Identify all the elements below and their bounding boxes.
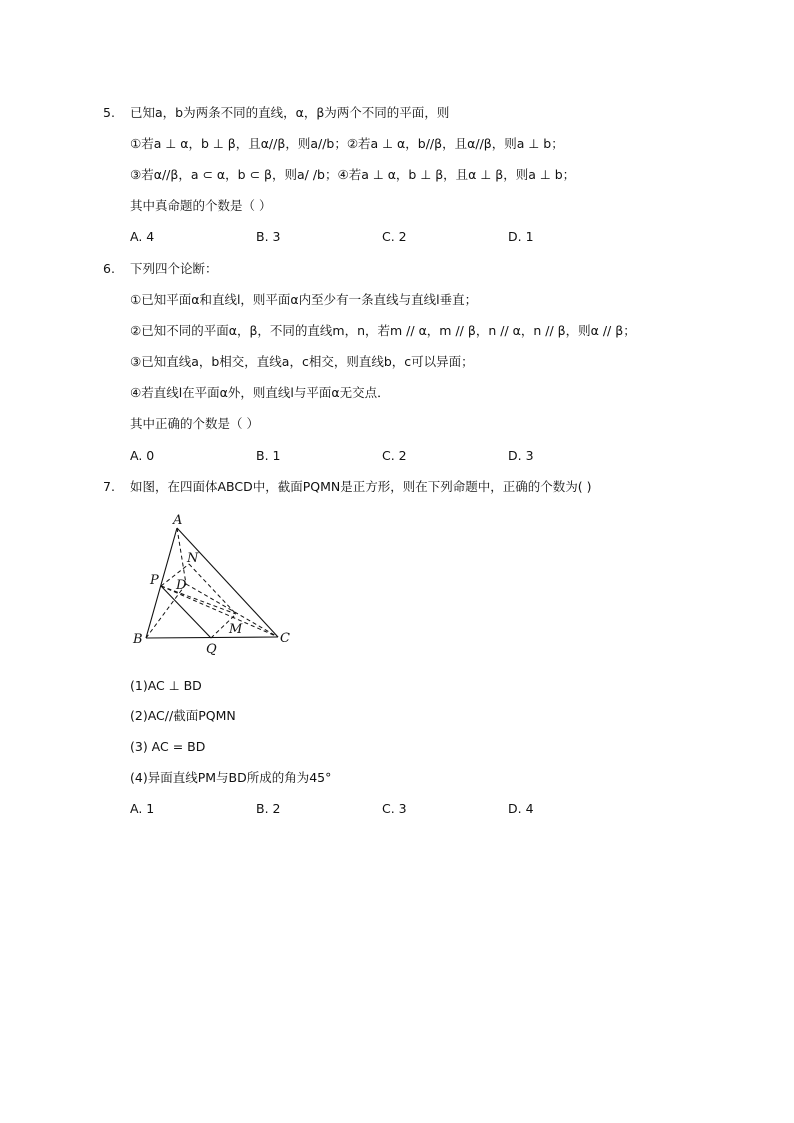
question-6-item-4: ④若直线l在平面α外，则直线l与平面α无交点． <box>130 385 390 400</box>
label-c: C <box>280 631 290 646</box>
segment-pq <box>161 586 211 638</box>
question-6-item-2: ②已知不同的平面α，β，不同的直线m，n，若m // α，m // β，n // α，n // β，则α // β； <box>130 323 636 338</box>
question-6-item-3: ③已知直线a，b相交，直线a，c相交，则直线b，c可以异面； <box>130 354 474 369</box>
question-6-prompt: 其中正确的个数是（ ） <box>130 416 259 431</box>
tetrahedron-figure <box>130 508 300 658</box>
question-7-item-4: (4)异面直线PM与BD所成的角为45° <box>130 770 332 785</box>
question-6-option-c[interactable]: C. 2 <box>382 448 407 463</box>
question-6-option-b[interactable]: B. 1 <box>256 448 281 463</box>
label-n: N <box>187 551 199 566</box>
question-7-stem: 如图，在四面体ABCD中，截面PQMN是正方形，则在下列命题中，正确的个数为( ) <box>130 479 592 494</box>
question-5-stem: 已知a，b为两条不同的直线，α，β为两个不同的平面，则 <box>130 105 450 120</box>
question-7-item-3: (3) AC = BD <box>130 739 206 754</box>
label-m: M <box>229 622 243 637</box>
question-6-stem: 下列四个论断： <box>130 261 218 276</box>
question-5-option-d[interactable]: D. 1 <box>508 229 534 244</box>
label-d: D <box>176 578 187 593</box>
question-7-option-c[interactable]: C. 3 <box>382 801 407 816</box>
label-p: P <box>150 573 159 588</box>
question-7-item-2: (2)AC//截面PQMN <box>130 708 236 723</box>
question-7-item-1: (1)AC ⊥ BD <box>130 678 202 693</box>
question-5-prompt: 其中真命题的个数是（ ） <box>130 198 272 213</box>
question-6-option-d[interactable]: D. 3 <box>508 448 534 463</box>
question-6-number: 6. <box>103 261 115 276</box>
question-5-option-c[interactable]: C. 2 <box>382 229 407 244</box>
label-b: B <box>133 632 143 647</box>
label-a: A <box>173 513 183 528</box>
question-5-option-a[interactable]: A. 4 <box>130 229 155 244</box>
question-7-option-a[interactable]: A. 1 <box>130 801 155 816</box>
question-5-item-1: ①若a ⊥ α，b ⊥ β，且α//β，则a//b；②若a ⊥ α，b//β，且α//β，则a ⊥ b； <box>130 136 564 151</box>
question-7-option-b[interactable]: B. 2 <box>256 801 281 816</box>
question-5-item-2: ③若α//β，a ⊂ α，b ⊂ β，则a/ /b；④若a ⊥ α，b ⊥ β，且α ⊥ β，则a ⊥ b； <box>130 167 576 182</box>
segment-nm <box>189 564 236 614</box>
question-5-number: 5. <box>103 105 115 120</box>
question-7-option-d[interactable]: D. 4 <box>508 801 534 816</box>
edge-ac <box>177 528 278 637</box>
question-5-option-b[interactable]: B. 3 <box>256 229 281 244</box>
question-6-option-a[interactable]: A. 0 <box>130 448 155 463</box>
segment-pm <box>161 586 236 614</box>
label-q: Q <box>206 642 217 657</box>
question-7-number: 7. <box>103 479 115 494</box>
question-6-item-1: ①已知平面α和直线l，则平面α内至少有一条直线与直线l垂直； <box>130 292 478 307</box>
segment-pc <box>161 586 278 637</box>
